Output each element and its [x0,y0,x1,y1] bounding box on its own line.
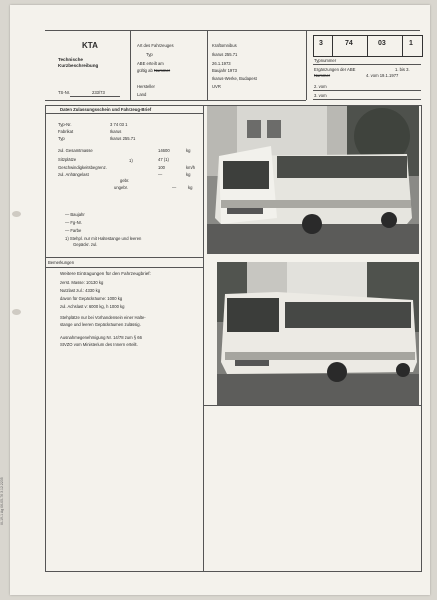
punch-hole-top [12,211,21,217]
bus-photo-front [207,106,419,254]
data-row-value: — [158,172,163,177]
bemerkungen-para3-2: StVZO vom Ministerium des Innern erteilt. [60,342,138,347]
section-title: Daten Zulassungsschein und Fahrzeug-Brief [60,107,152,112]
ergaenzungen-label: Ergänzungen der ABE [314,67,356,72]
baujahr-value: Baujahr 1973 [212,68,237,73]
sitzplaetze-note: 1) [129,158,133,163]
data-row-label: Typ-Nr. [58,122,72,127]
side-print-note: III-19-1 Ag 06-05-76 3.12.2235 [0,477,4,525]
trailer-ungebr-value: — [172,185,177,190]
data-row-label: Geschwindigkeitsbegrenz. [58,165,107,170]
bemerkungen-line-3: davon für Gepäckräume: 1000 kg [60,296,123,301]
ts-value: 233/73 [92,90,105,95]
ergaenzungen-range: 1. bis 3. [395,67,410,72]
data-row-unit: km/h [186,165,196,170]
land-value: UVR [212,84,221,89]
data-row-value: 47 (1) [158,157,169,162]
typ-value: Ikarus 255.71 [212,52,238,57]
typ-label: Typ [146,52,153,57]
data-row-label: Fabrikat [58,129,74,134]
data-row-unit: kg [186,148,191,153]
bemerkungen-line-4: zul. Achslast v: 6000 kg, h 1000 kg [60,304,125,309]
data-row-unit: kg [186,172,191,177]
subtitle-line-2: Kurzbeschreibung [58,63,99,68]
ts-label: TS-Nr. [58,90,71,95]
trailer-ungebr-label: ungebr. [114,185,128,190]
ergaenzungen-nummer: Nummer [314,73,331,78]
data-row-value: 14600 [158,148,170,153]
bus-photo-rear [217,262,419,405]
footnote-baujahr: — Baujahr [65,212,85,217]
data-row-value: Ikarus 255.71 [110,136,136,141]
footnote-note-2: Gepäckr. zul. [73,242,98,247]
art-value: Kraftomnibus [212,43,237,48]
gueltig-ab: gültig ab [137,68,153,73]
ergaenzung-4: 4. vom 19.1.1977 [366,73,399,78]
bemerkungen-line-2: Nutzlast zul.: 4330 kg [60,288,101,293]
data-row-value: 100 [158,165,165,170]
data-row-label: zul. Anhängelast [58,172,89,177]
typnummer-box [313,35,423,57]
hersteller-label: Hersteller [137,84,155,89]
bemerkungen-para3-1: Ausnahmegenehmigung Nr. 14/78 zum § 66 [60,335,142,340]
typnummer-label: Typnummer [314,58,337,63]
hersteller-value: Ikarus-Werke, Budapest [212,76,257,81]
typnummer-cell-4: 1 [409,40,413,47]
bemerkungen-title: Bemerkungen [48,260,75,265]
kta-title: KTA [82,41,98,50]
abe-value: 26.1.1973 [212,61,231,66]
subtitle-line-1: Technische [58,57,83,62]
abe-label: ABE erteilt am [137,61,164,66]
punch-hole-bottom [12,309,21,315]
bemerkungen-line-1: zerst. Masse: 10130 kg [60,280,104,285]
bemerkungen-intro: Weitere Eintragungen für den Fahrzeugbrief: [60,271,151,276]
footnote-farbe: — Farbe [65,228,82,233]
bemerkungen-para2-1: Stehplätze nur bei Vorhandensein einer Halte- [60,315,146,320]
ergaenzung-3: 3. vom [314,93,327,98]
data-row-value: Ikarus [110,129,122,134]
ergaenzung-2: 2. vom [314,84,327,89]
data-row-label: Sitzplätze [58,157,77,162]
typnummer-cell-2: 74 [345,40,353,47]
gueltig-label [137,68,170,73]
data-row-value: 3 74 03 1 [110,122,128,127]
document-sheet [0,5,430,595]
gueltig-nummer: Nummer [154,68,171,73]
typnummer-cell-1: 3 [319,40,323,47]
art-label: Art des Fahrzeuges [137,43,174,48]
trailer-ungebr-unit: kg [188,185,193,190]
land-label: Land [137,92,147,97]
trailer-gebr-label: gebr. [120,178,130,183]
data-row-label: zul. Gesamtmasse [58,148,93,153]
bemerkungen-para2-2: stange und leeren Gepäckräumen zulässig. [60,322,141,327]
data-row-label: Typ [58,136,65,141]
footnote-note-1: 1) Stehpl. nur mit Haltestange und leeren [65,236,142,241]
footnote-fg-nr: — Fg-Nr. [65,220,82,225]
typnummer-cell-3: 03 [378,40,386,47]
